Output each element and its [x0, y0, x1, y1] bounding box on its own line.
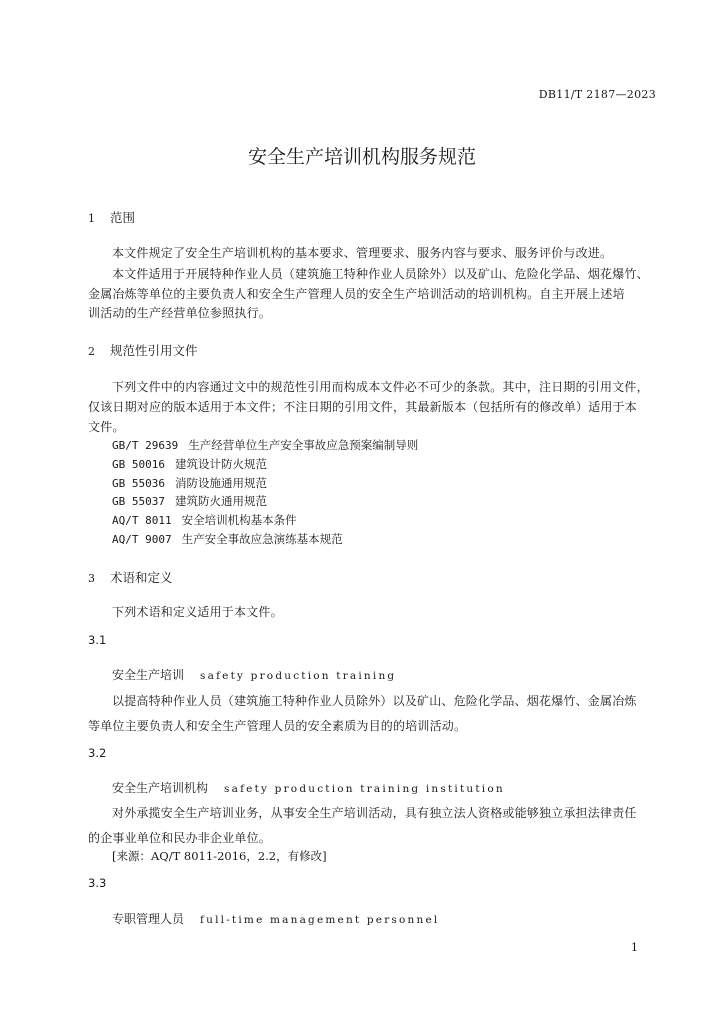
paragraph-line: 金属冶炼等单位的主要负责人和安全生产管理人员的安全生产培训活动的培训机构。自主开展上述培: [88, 287, 625, 301]
normative-reference: [112, 437, 418, 453]
section-title: 术语和定义: [110, 570, 173, 585]
term-number: 3.1: [88, 633, 107, 647]
section-number: 1: [88, 212, 95, 225]
document-title: 安全生产培训机构服务规范: [247, 146, 476, 168]
normative-reference: [112, 475, 267, 491]
term-entry: [112, 779, 505, 796]
paragraph-line: 文件。: [88, 420, 125, 434]
term-number: 3.3: [88, 876, 107, 890]
reference-name: 安全培训机构基本条件: [181, 513, 297, 527]
term-chinese: 专职管理人员: [112, 912, 185, 926]
definition-source: [来源：AQ/T 8011-2016，2.2，有修改]: [112, 849, 327, 863]
section-number: 2: [88, 345, 95, 358]
definition-line: 等单位主要负责人和安全生产管理人员的安全素质为目的的培训活动。: [88, 719, 467, 733]
section-1-heading: [88, 208, 135, 226]
page-number: 1: [631, 941, 638, 954]
definition-line: 对外承揽安全生产培训业务，从事安全生产培训活动，具有独立法人资格或能够独立承担法律责任: [112, 806, 637, 820]
section-number: 3: [88, 572, 95, 585]
normative-reference: [112, 456, 267, 472]
reference-code: AQ/T 9007: [112, 533, 172, 546]
paragraph-line: 本文件规定了安全生产培训机构的基本要求、管理要求、服务内容与要求、服务评价与改进。: [112, 246, 613, 260]
reference-name: 建筑防火通用规范: [174, 494, 267, 508]
paragraph-line: 训活动的生产经营单位参照执行。: [88, 306, 272, 320]
term-number: 3.2: [88, 746, 107, 760]
term-entry: [112, 666, 396, 683]
section-title: 规范性引用文件: [110, 343, 198, 358]
term-chinese: 安全生产培训: [112, 668, 185, 682]
definition-line: 的企事业单位和民办非企业单位。: [88, 831, 272, 845]
definition-line: 以提高特种作业人员（建筑施工特种作业人员除外）以及矿山、危险化学品、烟花爆竹、金属冶炼: [112, 694, 637, 708]
reference-name: 生产经营单位生产安全事故应急预案编制导则: [188, 438, 419, 452]
reference-name: 消防设施通用规范: [174, 476, 267, 490]
paragraph-line: 仅该日期对应的版本适用于本文件；不注日期的引用文件，其最新版本（包括所有的修改单）适用于本: [88, 400, 638, 414]
section-2-heading: [88, 341, 198, 359]
term-entry: [112, 910, 439, 927]
reference-code: GB 55036: [112, 477, 165, 490]
reference-code: GB 50016: [112, 458, 165, 471]
term-english: safety production training: [200, 670, 397, 682]
reference-name: 建筑设计防火规范: [174, 457, 267, 471]
reference-name: 生产安全事故应急演练基本规范: [181, 532, 343, 546]
term-english: safety production training institution: [224, 783, 505, 795]
normative-reference: [112, 493, 267, 509]
reference-code: GB/T 29639: [112, 439, 179, 452]
paragraph-line: 下列术语和定义适用于本文件。: [112, 605, 283, 619]
term-chinese: 安全生产培训机构: [112, 781, 209, 795]
normative-reference: [112, 531, 343, 547]
paragraph-line: 本文件适用于开展特种作业人员（建筑施工特种作业人员除外）以及矿山、危险化学品、烟花爆竹、: [112, 267, 649, 281]
standard-number: DB11/T 2187—2023: [538, 88, 656, 101]
paragraph-line: 下列文件中的内容通过文中的规范性引用而构成本文件必不可少的条款。其中，注日期的引用文件，: [112, 380, 649, 394]
section-3-heading: [88, 568, 173, 586]
section-title: 范围: [110, 210, 136, 225]
normative-reference: [112, 512, 297, 528]
term-english: full-time management personnel: [200, 914, 440, 926]
reference-code: AQ/T 8011: [112, 514, 172, 527]
reference-code: GB 55037: [112, 495, 165, 508]
